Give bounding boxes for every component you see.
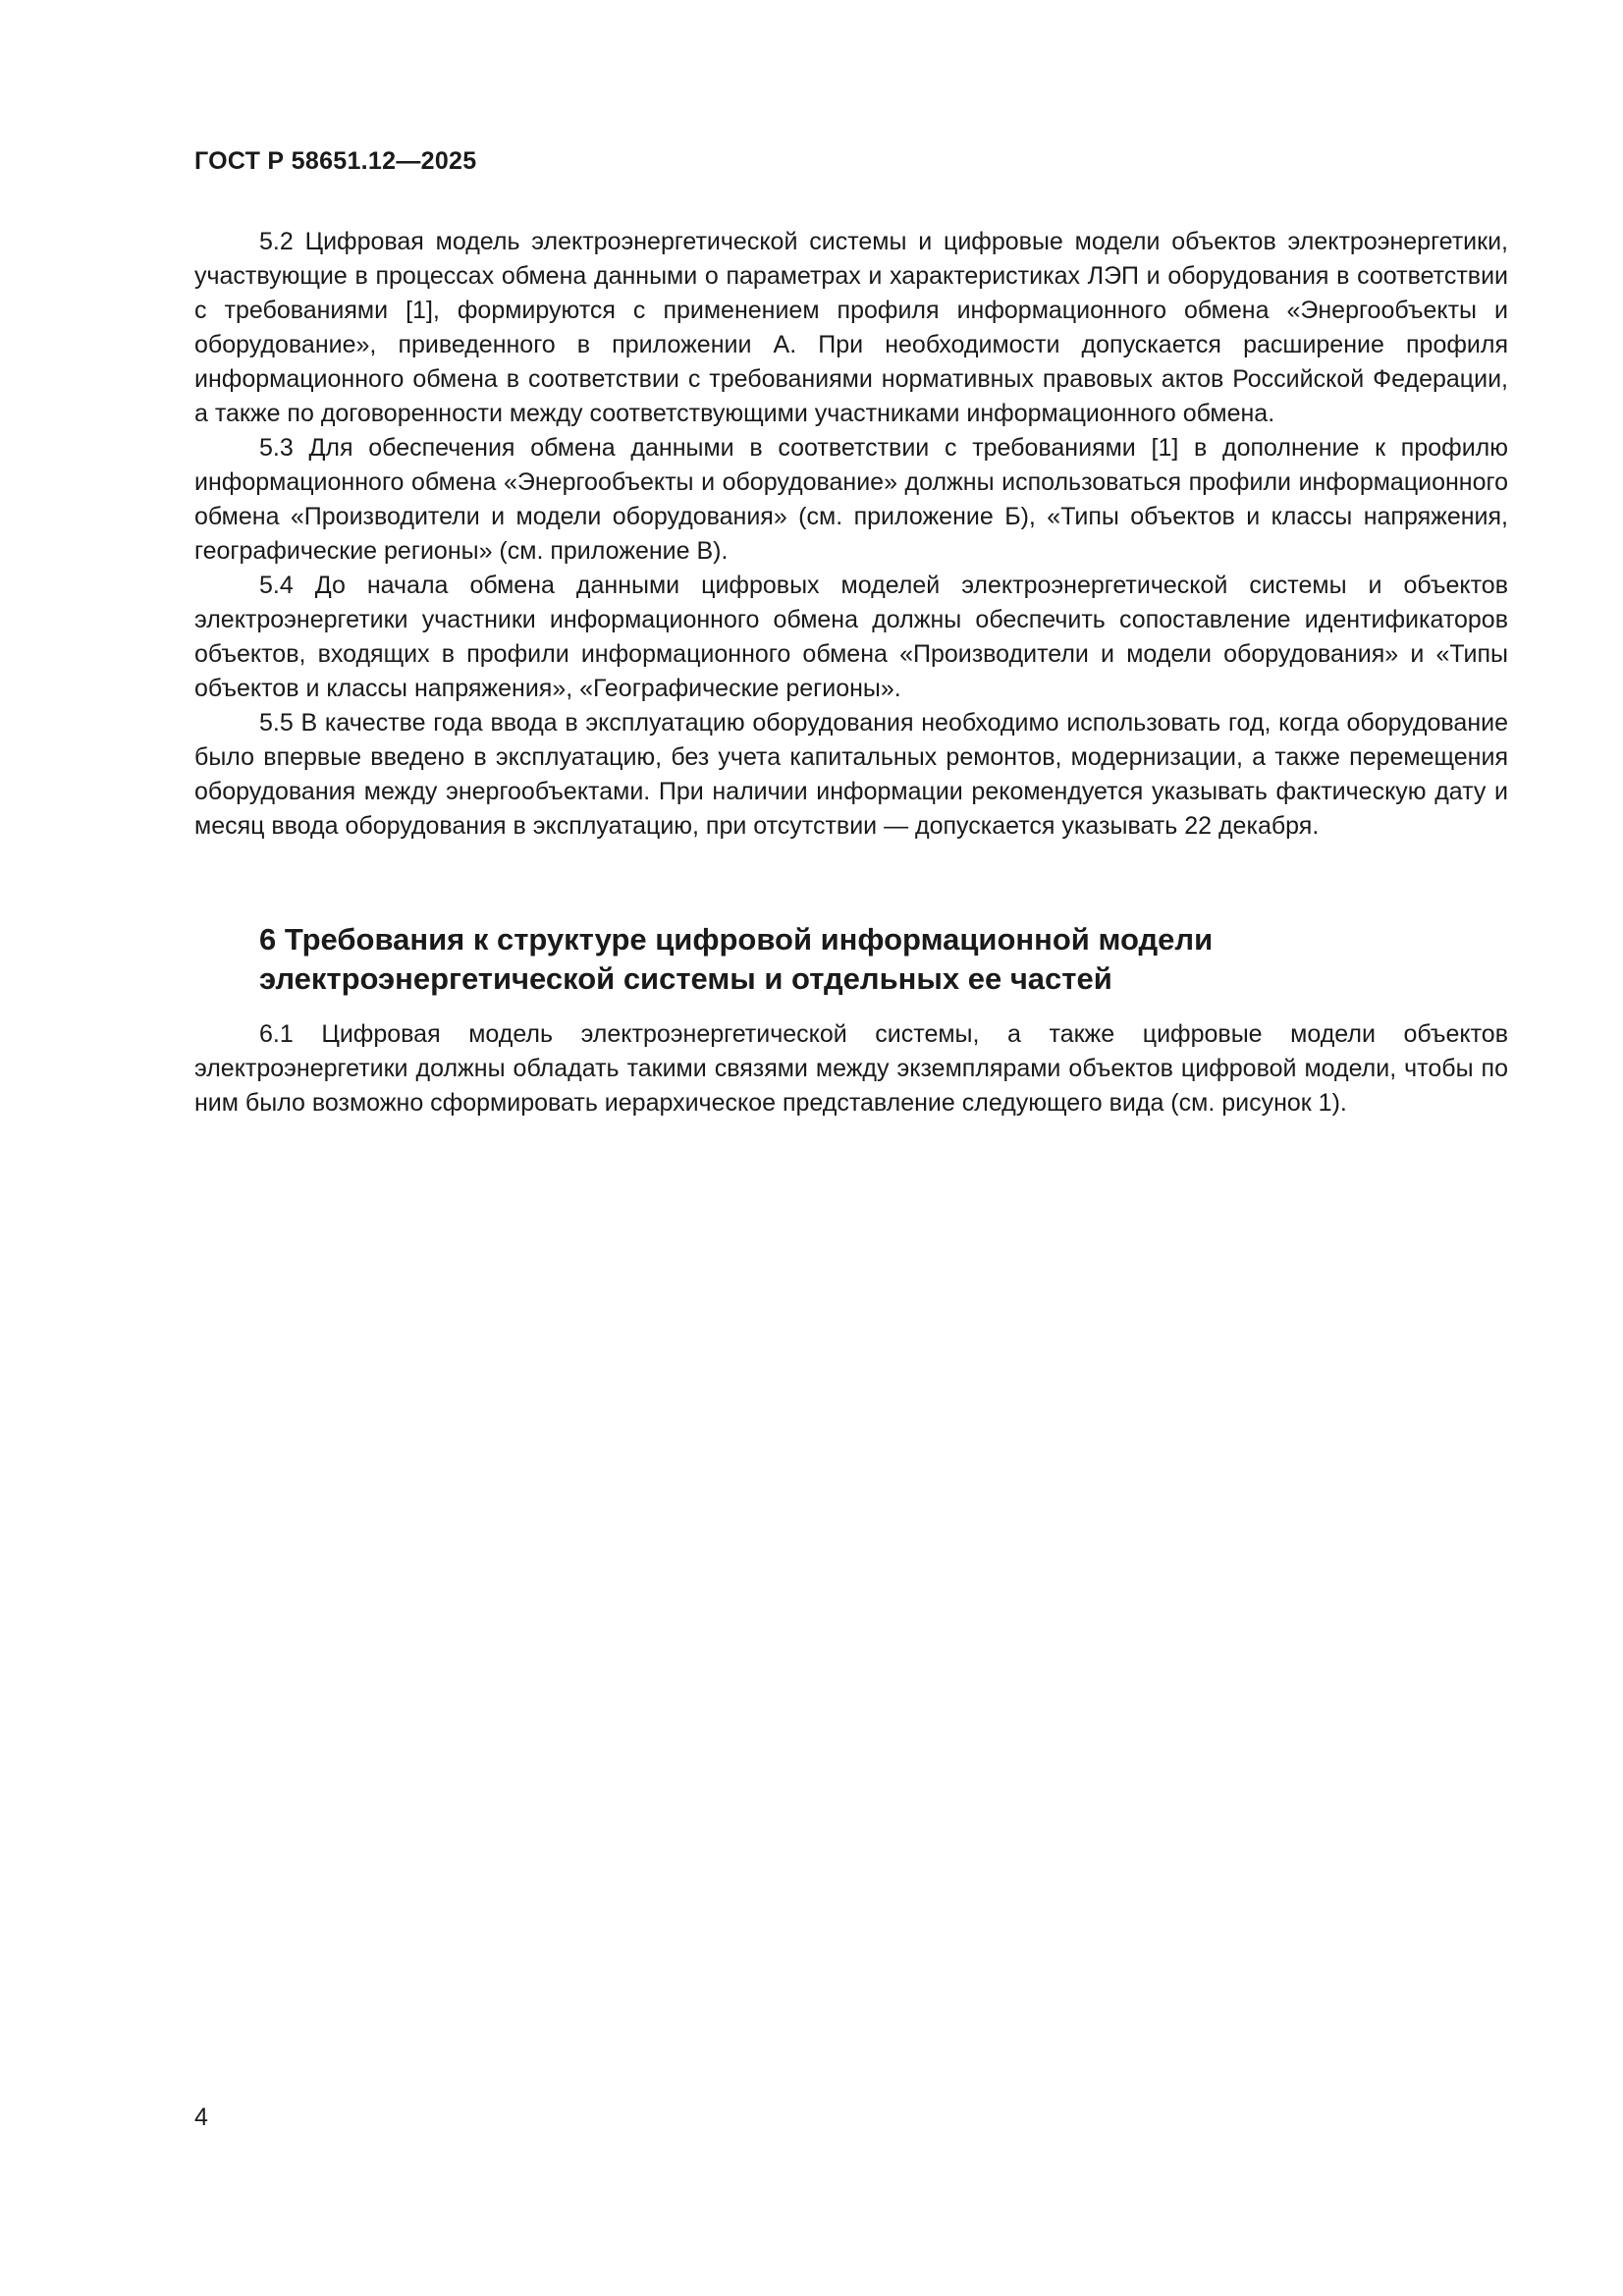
paragraph-5-3: 5.3 Для обеспечения обмена данными в соответствии с требованиями [1] в дополнение к профилю информационного обмена «Энергообъекты и оборудование» должны использоваться профили информационного обмена «Производители и модели оборудования» (см. приложение Б), «Типы объектов и классы напряжения, географические регионы» (см. приложение В). [194,434,1508,565]
section-6-heading [259,920,1506,999]
section-6-heading-line-1: 6 Требования к структуре цифровой информационной модели [259,922,1214,957]
section-6-body [194,1017,1508,1121]
paragraph-5-2: 5.2 Цифровая модель электроэнергетической системы и цифровые модели объектов электроэнергетики, участвующие в процессах обмена данными о параметрах и характеристиках ЛЭП и оборудования в соответствии с требованиями [1], формируются с применением профиля информационного обмена «Энергообъекты и оборудование», приведенного в приложении А. При необходимости допускается расширение профиля информационного обмена в соответствии с требованиями нормативных правовых актов Российской Федерации, а также по договоренности между соответствующими участниками информационного обмена. [194,228,1508,427]
standard-designation: ГОСТ Р 58651.12—2025 [194,147,477,175]
page-number: 4 [194,2104,208,2131]
section-5-body [194,225,1508,844]
paragraph-5-4: 5.4 До начала обмена данными цифровых моделей электроэнергетической системы и объектов электроэнергетики участники информационного обмена должны обеспечить сопоставление идентификаторов объектов, входящих в профили информационного обмена «Производители и модели оборудования» и «Типы объектов и классы напряжения», «Географические регионы». [194,572,1508,702]
paragraph-6-1: 6.1 Цифровая модель электроэнергетической системы, а также цифровые модели объектов электроэнергетики должны обладать такими связями между экземплярами объектов цифровой модели, чтобы по ним было возможно сформировать иерархическое представление следующего вида (см. рисунок 1). [194,1020,1508,1117]
paragraph-5-5: 5.5 В качестве года ввода в эксплуатацию оборудования необходимо использовать год, когда оборудование было впервые введено в эксплуатацию, без учета капитальных ремонтов, модернизации, а также перемещения оборудования между энергообъектами. При наличии информации рекомендуется указывать фактическую дату и месяц ввода оборудования в эксплуатацию, при отсутствии — допускается указывать 22 декабря. [194,709,1508,840]
section-6-heading-line-2: электроэнергетической системы и отдельных ее частей [259,961,1112,996]
